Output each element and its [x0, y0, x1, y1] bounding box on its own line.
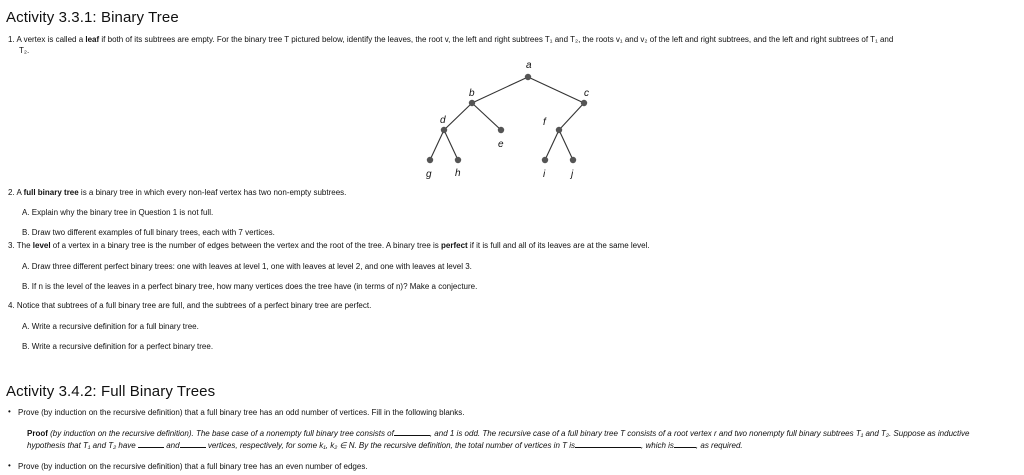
q2-full-term: full binary tree — [23, 188, 79, 197]
vertex-i — [542, 157, 548, 163]
label-c: c — [584, 88, 589, 99]
q1-text-c: ₁ and T₂, the roots v₁ and v₂ of the left and right subtrees, and the left and right subtrees of T₁ and — [549, 35, 894, 44]
proof-text-2e: , as required. — [695, 441, 743, 450]
q1-text-a: 1. A vertex is called a — [8, 35, 86, 44]
label-g: g — [426, 169, 432, 180]
label-a: a — [526, 60, 532, 71]
blank-base-case[interactable] — [394, 428, 430, 436]
blank-t1-vertices[interactable] — [138, 440, 164, 448]
bullet-dot-2: • — [8, 461, 11, 470]
vertex-e — [498, 127, 504, 133]
question-3 — [8, 241, 650, 251]
proof-label: Proof — [27, 429, 48, 438]
question-2a: A. Explain why the binary tree in Question 1 is not full. — [22, 208, 214, 217]
vertex-c — [581, 100, 587, 106]
proof-text-2c: vertices, respectively, for some k₁, k₂ ∈ N. By the recursive definition, the total number of vertices in T is — [207, 441, 576, 450]
q1-text-b: if both of its subtrees are empty. For the binary tree T pictured below, identify the leaves, the root v, the left and right subtrees T — [99, 35, 550, 44]
q3-text-a: 3. The — [8, 241, 33, 250]
proof-line-2 — [27, 440, 743, 451]
q2-text-a: 2. A — [8, 188, 24, 197]
proof-text-1b: , and 1 is odd. The recursive case of a full binary tree T consists of a root vertex r and two nonempty full binary subtrees T₁ and T₂. Suppose as inductive — [429, 429, 970, 438]
question-4: 4. Notice that subtrees of a full binary tree are full, and the subtrees of a perfect binary tree are perfect. — [8, 301, 372, 310]
proof-text-1a: (by induction on the recursive definition). The base case of a nonempty full binary tree consists of — [47, 429, 394, 438]
edge-b-d — [444, 103, 472, 130]
edge-f-j — [559, 130, 573, 160]
q3-perfect-term: perfect — [441, 241, 468, 250]
edge-d-h — [444, 130, 458, 160]
bullet-dot-1: • — [8, 407, 11, 416]
activity-title-1: Activity 3.3.1: Binary Tree — [6, 9, 179, 26]
edge-f-i — [545, 130, 559, 160]
edge-d-g — [430, 130, 444, 160]
bullet-1-text: Prove (by induction on the recursive definition) that a full binary tree has an odd number of vertices. Fill in the following blanks. — [18, 408, 465, 417]
vertex-g — [427, 157, 433, 163]
vertex-d — [441, 127, 447, 133]
blank-total-vertices[interactable] — [575, 440, 641, 448]
q3-level-term: level — [32, 241, 51, 250]
question-2b: B. Draw two different examples of full binary trees, each with 7 vertices. — [22, 228, 275, 237]
bullet-2-text: Prove (by induction on the recursive definition) that a full binary tree has an even number of edges. — [18, 462, 368, 471]
label-h: h — [455, 168, 461, 179]
q2-text-b: is a binary tree in which every non-leaf vertex has two non-empty subtrees. — [78, 188, 347, 197]
binary-tree-diagram — [0, 0, 1024, 190]
question-3b: B. If n is the level of the leaves in a perfect binary tree, how many vertices does the tree have (in terms of n)? Make a conjecture. — [22, 282, 478, 291]
label-d: d — [440, 115, 446, 126]
proof-text-2a: hypothesis that T₁ and T₂ have — [27, 441, 136, 450]
label-e: e — [498, 139, 504, 150]
proof-text-2b: and — [166, 441, 180, 450]
q3-text-b: of a vertex in a binary tree is the number of edges between the vertex and the root of the tree. A binary tree is — [50, 241, 442, 250]
label-j: j — [571, 169, 574, 180]
vertex-b — [469, 100, 475, 106]
vertex-f — [556, 127, 562, 133]
q3-text-c: if it is full and all of its leaves are at the same level. — [467, 241, 650, 250]
blank-parity[interactable] — [674, 440, 696, 448]
vertex-a — [525, 74, 531, 80]
vertex-h — [455, 157, 461, 163]
question-4b: B. Write a recursive definition for a perfect binary tree. — [22, 342, 214, 351]
activity-title-2: Activity 3.4.2: Full Binary Trees — [6, 383, 216, 400]
edge-b-e — [472, 103, 501, 130]
q1-leaf-term: leaf — [85, 35, 100, 44]
question-3a: A. Draw three different perfect binary trees: one with leaves at level 1, one with leaves at level 2, and one with leaves at level 3. — [22, 262, 472, 271]
proof-text-2d: , which is — [641, 441, 674, 450]
blank-t2-vertices[interactable] — [180, 440, 206, 448]
edge-a-c — [528, 77, 584, 103]
label-i: i — [543, 169, 546, 180]
edge-a-b — [472, 77, 528, 103]
label-f: f — [543, 117, 546, 128]
question-1-line-2: T₂. — [19, 46, 30, 55]
label-b: b — [469, 88, 475, 99]
question-2 — [8, 188, 346, 198]
question-4a: A. Write a recursive definition for a full binary tree. — [22, 322, 199, 331]
vertex-j — [570, 157, 576, 163]
edge-c-f — [559, 103, 584, 130]
proof-line-1 — [27, 428, 969, 439]
